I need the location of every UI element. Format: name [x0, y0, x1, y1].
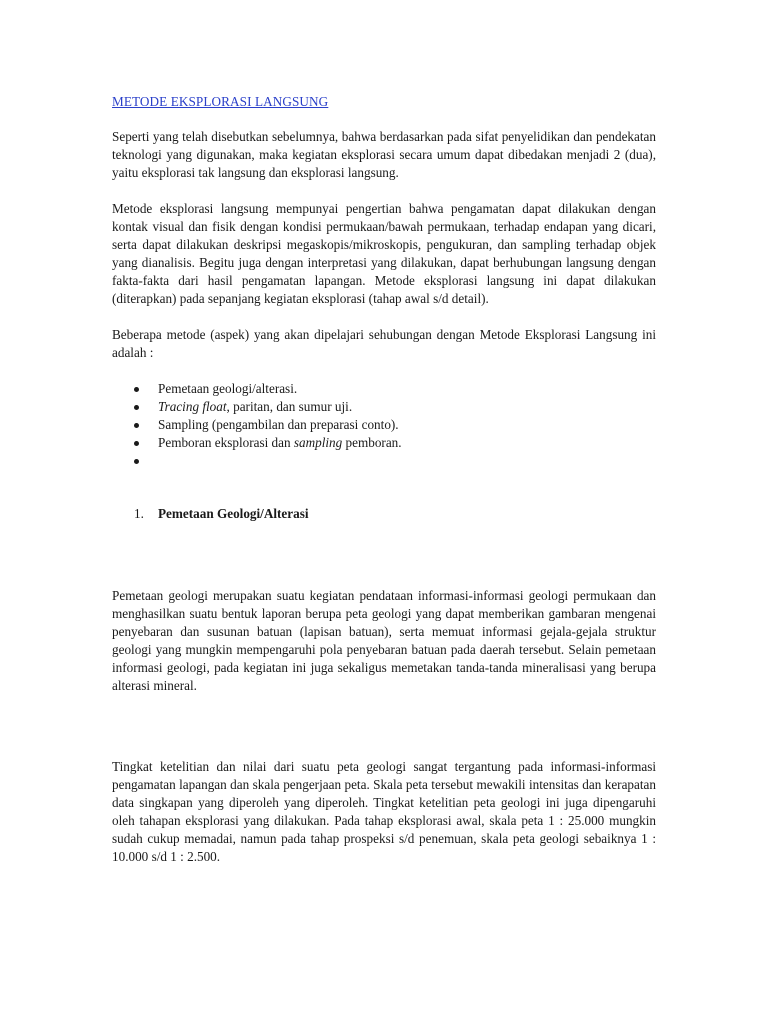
section-title: Pemetaan Geologi/Alterasi [158, 506, 309, 521]
paragraph-mapping: Pemetaan geologi merupakan suatu kegiatan pendataan informasi-informasi geologi permukaan dan menghasilkan suatu bentuk laporan berupa peta geologi yang dapat memberikan gambaran mengenai penyebaran dan susunan batuan (lapisan batuan), serta memuat informasi gejala-gejala struktur geologi yang mungkin mempengaruhi pola penyebaran batuan pada daerah tersebut. Selain pemetaan informasi geologi, pada kegiatan ini juga sekaligus memetakan tanda-tanda mineralisasi yang berupa alterasi mineral. [112, 588, 656, 693]
list-item-text: Pemetaan geologi/alterasi. [158, 381, 298, 396]
list-item-text: pemboran. [342, 435, 402, 450]
section-heading [112, 505, 656, 523]
list-item [112, 380, 656, 398]
section-number: 1. [134, 506, 144, 521]
bullet-icon [134, 387, 139, 392]
list-item-text: Pemboran eksplorasi dan [158, 435, 294, 450]
list-item-text: Sampling (pengambilan dan preparasi conto). [158, 417, 399, 432]
document-page [112, 93, 656, 866]
bullet-icon [134, 441, 139, 446]
list-item [112, 416, 656, 434]
bullet-icon [134, 459, 139, 464]
bullet-icon [134, 423, 139, 428]
list-item [112, 452, 656, 470]
list-item-italic-text: Tracing float [158, 399, 227, 414]
paragraph-intro: Seperti yang telah disebutkan sebelumnya, bahwa berdasarkan pada sifat penyelidikan dan pendekatan teknologi yang digunakan, maka kegiatan eksplorasi secara umum dapat dibedakan menjadi 2 (dua), yaitu eksplorasi tak langsung dan eksplorasi langsung. [112, 129, 656, 180]
list-item-italic-text: sampling [293, 435, 343, 450]
document-title: METODE EKSPLORASI LANGSUNG [112, 94, 329, 109]
paragraph-list-intro: Beberapa metode (aspek) yang akan dipelajari sehubungan dengan Metode Eksplorasi Langsung ini adalah : [112, 327, 656, 360]
list-item [112, 434, 656, 452]
bullet-icon [134, 405, 139, 410]
list-item [112, 398, 656, 416]
paragraph-accuracy: Tingkat ketelitian dan nilai dari suatu peta geologi sangat tergantung pada informasi-informasi pengamatan lapangan dan skala pengerjaan peta. Skala peta tersebut mewakili intensitas dan kerapatan data singkapan yang diperoleh yang diperoleh. Tingkat ketelitian peta geologi ini juga dipengaruhi oleh tahapan eksplorasi yang dilakukan. Pada tahap eksplorasi awal, skala peta 1 : 25.000 mungkin sudah cukup memadai, namun pada tahap prospeksi s/d penemuan, skala peta geologi sebaiknya 1 : 10.000 s/d 1 : 2.500. [112, 759, 656, 864]
method-list [112, 380, 656, 470]
paragraph-definition: Metode eksplorasi langsung mempunyai pengertian bahwa pengamatan dapat dilakukan dengan kontak visual dan fisik dengan kondisi permukaan/bawah permukaan, terhadap endapan yang dicari, serta dapat dilakukan deskripsi megaskopis/mikroskopis, pengukuran, dan sampling terhadap objek yang dianalisis. Begitu juga dengan interpretasi yang dilakukan, dapat berhubungan langsung dengan fakta-fakta dari hasil pengamatan lapangan. Metode eksplorasi langsung ini dapat dilakukan (diterapkan) pada sepanjang kegiatan eksplorasi (tahap awal s/d detail). [112, 201, 656, 306]
list-item-text: , paritan, dan sumur uji. [226, 399, 353, 414]
